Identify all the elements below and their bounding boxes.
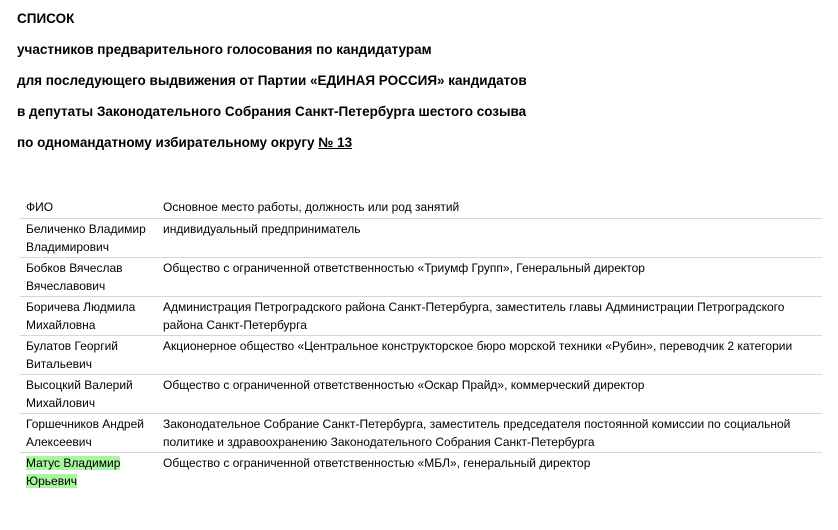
document-heading: [17, 9, 527, 164]
candidate-job-cell: Общество с ограниченной ответственностью «МБЛ», генеральный директор: [163, 456, 591, 470]
candidate-name-cell: [20, 258, 157, 297]
candidate-job-cell: Общество с ограниченной ответственностью «Оскар Прайд», коммерческий директор: [157, 375, 822, 414]
heading-line-5: [17, 133, 527, 164]
district-number-link[interactable]: № 13: [318, 135, 353, 150]
candidate-job-cell: Администрация Петроградского района Санкт-Петербурга, заместитель главы Администрации Петроградского района Санкт-Петербурга: [157, 297, 822, 336]
heading-line-2: участников предварительного голосования по кандидатурам: [17, 42, 432, 57]
candidate-job-cell: Законодательное Собрание Санкт-Петербурга, заместитель председателя постоянной комиссии по социальной политике и здравоохранению Законодательного Собрания Санкт-Петербурга: [157, 414, 822, 453]
candidate-name-cell: [20, 297, 157, 336]
table-row: [20, 219, 822, 258]
candidate-name-cell: [20, 375, 157, 414]
candidate-name: Булатов Георгий Витальевич: [26, 339, 119, 371]
heading-line-3: для последующего выдвижения от Партии «ЕДИНАЯ РОССИЯ» кандидатов: [17, 73, 527, 88]
candidates-table: [20, 196, 822, 491]
candidate-name: Бобков Вячеслав Вячеславович: [26, 261, 123, 293]
table-row: [20, 258, 822, 297]
column-header-name: ФИО: [20, 196, 157, 219]
table-row: [20, 297, 822, 336]
candidate-name: Беличенко Владимир Владимирович: [26, 222, 146, 254]
candidate-name: Высоцкий Валерий Михайлович: [26, 378, 133, 410]
candidate-name-cell: [20, 336, 157, 375]
table-header-row: [20, 196, 822, 219]
candidate-name-cell: [20, 219, 157, 258]
candidate-job-cell: Акционерное общество «Центральное конструкторское бюро морской техники «Рубин», переводчик 2 категории: [157, 336, 822, 375]
table-row-highlighted: [20, 453, 822, 492]
heading-line-4: в депутаты Законодательного Собрания Санкт-Петербурга шестого созыва: [17, 104, 527, 119]
heading-line-5-text: по одномандатному избирательному округу: [17, 135, 319, 150]
table-row: [20, 375, 822, 414]
candidate-job-cell: Общество с ограниченной ответственностью «Триумф Групп», Генеральный директор: [157, 258, 822, 297]
candidate-name-cell: [20, 453, 157, 492]
candidate-name: Горшечников Андрей Алексеевич: [26, 417, 144, 449]
candidate-name: Боричева Людмила Михайловна: [26, 300, 136, 332]
candidate-name-wrap: [26, 454, 146, 490]
candidate-name-highlighted: Матус Владимир Юрьевич: [26, 456, 121, 488]
table-row: [20, 414, 822, 453]
table-row: [20, 336, 822, 375]
heading-title: СПИСОК: [17, 11, 75, 26]
column-header-job: Основное место работы, должность или род занятий: [157, 196, 822, 219]
candidate-job-cell: индивидуальный предприниматель: [157, 219, 822, 258]
candidate-name-cell: [20, 414, 157, 453]
